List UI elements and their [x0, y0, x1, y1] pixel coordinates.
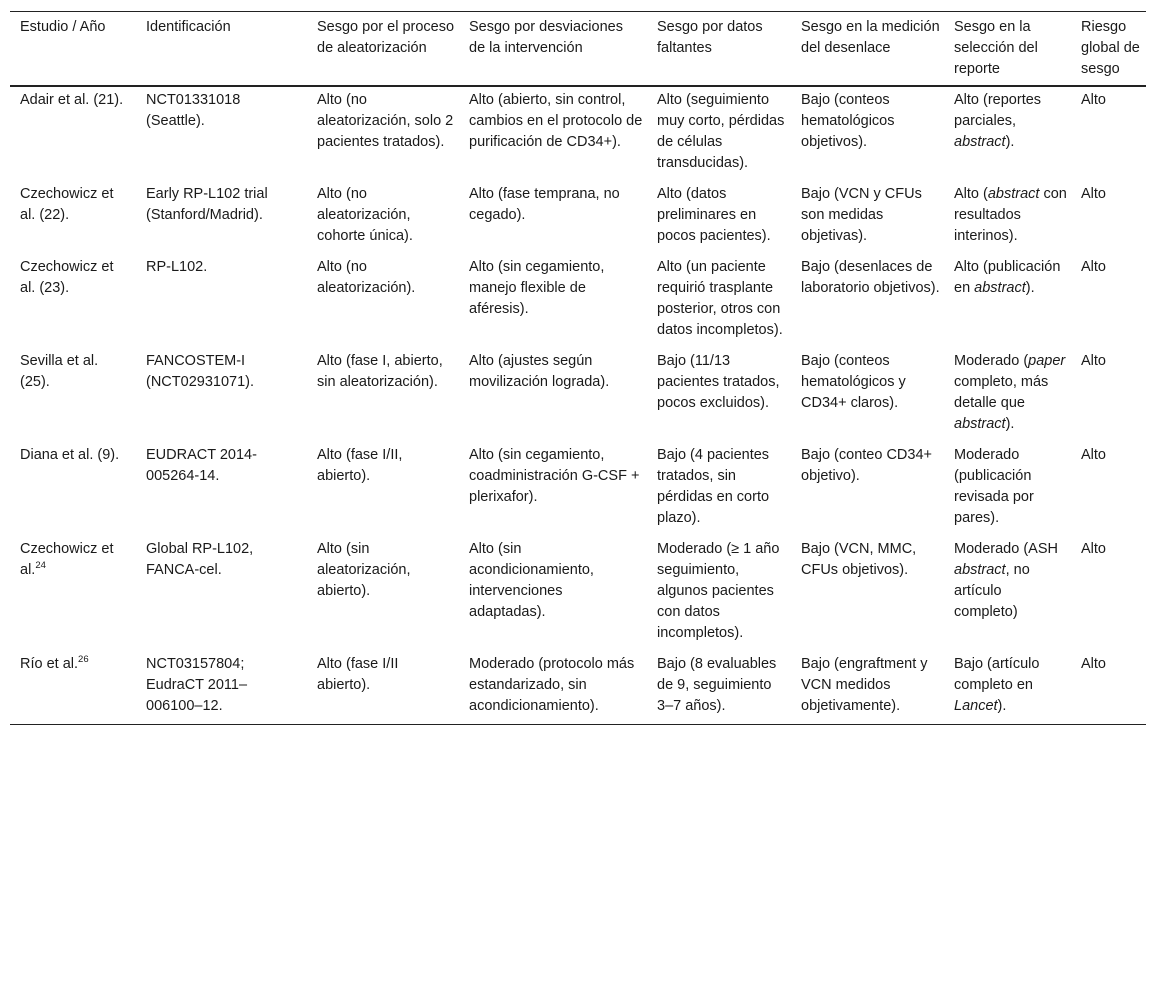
header-randomization-bias: Sesgo por el proceso de aleatorización [317, 19, 455, 56]
cell-reporting [944, 348, 1071, 442]
cell-randomization: Alto (no aleatorización, cohorte única). [317, 186, 413, 244]
header-identification: Identificación [146, 19, 231, 35]
cell-identification: NCT03157804; EudraCT 2011–006100–12. [146, 656, 248, 714]
cell-measurement: Bajo (conteos hematológicos y CD34+ claros). [801, 353, 906, 411]
header-reporting-bias: Sesgo en la selección del reporte [954, 19, 1038, 77]
cell-study: Sevilla et al. (25). [20, 353, 99, 390]
reporting-text-mid: completo, más detalle que [954, 374, 1049, 411]
reporting-text: Moderado (publicación revisada por pares). [954, 447, 1034, 526]
reporting-text: Alto (publicación en [954, 259, 1061, 296]
study-reference-sup: 24 [35, 560, 46, 572]
cell-missing-data: Bajo (4 pacientes tratados, sin pérdidas en corto plazo). [657, 447, 770, 526]
cell-overall-risk: Alto [1081, 353, 1106, 369]
reporting-text: Alto ( [954, 186, 988, 202]
cell-identification: FANCOSTEM-I (NCT02931071). [146, 353, 254, 390]
cell-overall-risk: Alto [1081, 92, 1106, 108]
cell-deviations: Alto (sin cegamiento, coadministración G-CSF + plerixafor). [469, 447, 640, 505]
risk-of-bias-table [10, 11, 1146, 725]
header-study: Estudio / Año [20, 19, 106, 35]
cell-randomization: Alto (fase I/II, abierto). [317, 447, 403, 484]
table-row [10, 254, 1146, 348]
reporting-text-end: ). [997, 698, 1007, 714]
reporting-text-end: ). [1005, 134, 1015, 150]
cell-measurement: Bajo (desenlaces de laboratorio objetivos). [801, 259, 940, 296]
table-row [10, 442, 1146, 536]
table-row [10, 536, 1146, 651]
cell-missing-data: Bajo (11/13 pacientes tratados, pocos excluidos). [657, 353, 780, 411]
cell-randomization: Alto (no aleatorización). [317, 259, 416, 296]
reporting-text: Moderado (ASH [954, 541, 1058, 557]
header-deviation-bias: Sesgo por desviaciones de la intervención [469, 19, 623, 56]
cell-overall-risk: Alto [1081, 186, 1106, 202]
cell-measurement: Bajo (VCN y CFUs son medidas objetivas). [801, 186, 922, 244]
cell-deviations: Alto (sin acondicionamiento, intervenciones adaptadas). [469, 541, 594, 620]
cell-overall-risk: Alto [1081, 541, 1106, 557]
cell-reporting [944, 442, 1071, 536]
cell-measurement: Bajo (conteo CD34+ objetivo). [801, 447, 932, 484]
cell-missing-data: Alto (un paciente requirió trasplante posterior, otros con datos incompletos). [657, 259, 783, 338]
header-missing-data-bias: Sesgo por datos faltantes [657, 19, 763, 56]
reporting-text: Bajo (artículo completo en [954, 656, 1040, 693]
reporting-text: Moderado ( [954, 353, 1029, 369]
cell-deviations: Alto (ajustes según movilización lograda). [469, 353, 610, 390]
cell-identification: RP-L102. [146, 259, 208, 275]
cell-deviations: Alto (fase temprana, no cegado). [469, 186, 620, 223]
reporting-italic: abstract [974, 280, 1026, 296]
cell-overall-risk: Alto [1081, 656, 1106, 672]
cell-measurement: Bajo (VCN, MMC, CFUs objetivos). [801, 541, 917, 578]
table-row [10, 86, 1146, 181]
cell-missing-data: Alto (seguimiento muy corto, pérdidas de células transducidas). [657, 92, 785, 171]
cell-study [10, 651, 136, 725]
cell-reporting [944, 651, 1071, 725]
cell-reporting [944, 254, 1071, 348]
cell-study [10, 536, 136, 651]
header-overall-risk: Riesgo global de sesgo [1081, 19, 1140, 77]
cell-deviations: Alto (abierto, sin control, cambios en el protocolo de purificación de CD34+). [469, 92, 643, 150]
reporting-italic: paper [1028, 353, 1066, 369]
reporting-italic: Lancet [954, 698, 998, 714]
cell-deviations: Moderado (protocolo más estandarizado, sin acondicionamiento). [469, 656, 635, 714]
cell-study: Czechowicz et al. (22). [20, 186, 114, 223]
reporting-italic: abstract [954, 134, 1006, 150]
reporting-italic-2: abstract [954, 416, 1006, 432]
reporting-text-end: ). [1025, 280, 1035, 296]
reporting-italic: abstract [954, 562, 1006, 578]
cell-missing-data: Moderado (≥ 1 año seguimiento, algunos pacientes con datos incompletos). [657, 541, 780, 641]
cell-missing-data: Alto (datos preliminares en pocos pacientes). [657, 186, 771, 244]
reporting-text-end: ). [1005, 416, 1015, 432]
reporting-text: Alto (reportes parciales, [954, 92, 1042, 129]
table-row [10, 348, 1146, 442]
cell-overall-risk: Alto [1081, 447, 1106, 463]
cell-identification: EUDRACT 2014-005264-14. [146, 447, 257, 484]
header-measurement-bias: Sesgo en la medición del desenlace [801, 19, 940, 56]
cell-randomization: Alto (fase I, abierto, sin aleatorización). [317, 353, 443, 390]
cell-deviations: Alto (sin cegamiento, manejo flexible de aféresis). [469, 259, 605, 317]
cell-randomization: Alto (fase I/II abierto). [317, 656, 399, 693]
cell-randomization: Alto (no aleatorización, solo 2 pacientes tratados). [317, 92, 454, 150]
header-row [10, 12, 1146, 87]
cell-randomization: Alto (sin aleatorización, abierto). [317, 541, 411, 599]
cell-identification: Early RP-L102 trial (Stanford/Madrid). [146, 186, 268, 223]
study-text: Río et al. [20, 656, 79, 672]
cell-reporting [944, 536, 1071, 651]
cell-measurement: Bajo (conteos hematológicos objetivos). [801, 92, 895, 150]
cell-missing-data: Bajo (8 evaluables de 9, seguimiento 3–7 años). [657, 656, 777, 714]
cell-measurement: Bajo (engraftment y VCN medidos objetivamente). [801, 656, 928, 714]
study-reference-sup: 26 [78, 654, 89, 666]
study-text: Czechowicz et al. [20, 541, 114, 578]
cell-identification: Global RP-L102, FANCA-cel. [146, 541, 254, 578]
reporting-text-end: con resultados interinos). [954, 186, 1067, 244]
cell-reporting [944, 86, 1071, 181]
cell-overall-risk: Alto [1081, 259, 1106, 275]
reporting-text-end: , no artículo completo) [954, 562, 1030, 620]
cell-identification: NCT01331018 (Seattle). [146, 92, 241, 129]
reporting-italic: abstract [987, 186, 1040, 202]
cell-study: Diana et al. (9). [20, 447, 120, 463]
cell-reporting [944, 181, 1071, 254]
table-row [10, 181, 1146, 254]
cell-study: Czechowicz et al. (23). [20, 259, 114, 296]
cell-study: Adair et al. (21). [20, 92, 124, 108]
table-row [10, 651, 1146, 725]
